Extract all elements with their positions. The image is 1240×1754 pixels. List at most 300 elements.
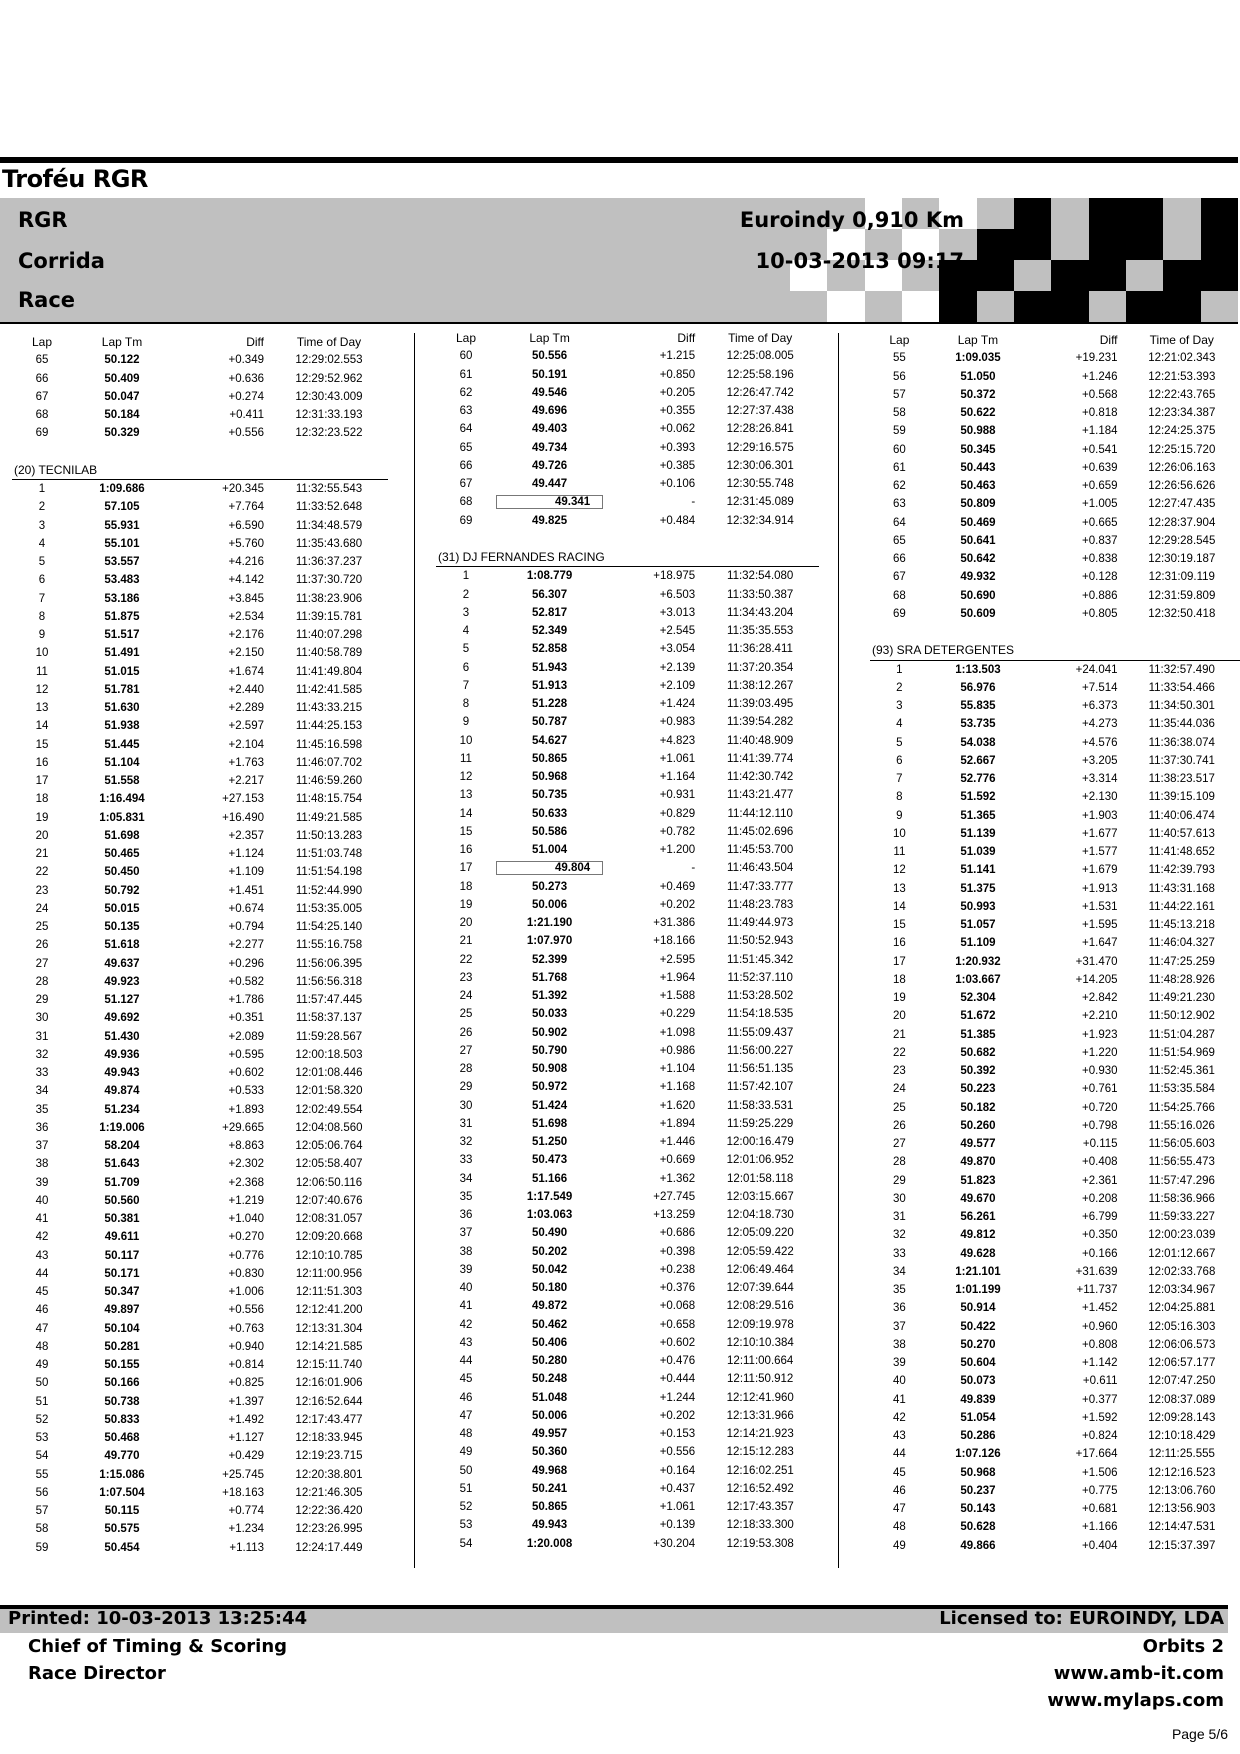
lap-diff: +0.296: [228, 957, 264, 970]
time-of-day: 12:07:39.644: [726, 1282, 794, 1294]
lap-row: [870, 1372, 1240, 1390]
lap-diff: +0.681: [1082, 1503, 1118, 1515]
time-of-day: 12:30:06.301: [726, 459, 794, 472]
time-of-day: 12:20:38.801: [295, 1468, 363, 1481]
lap-number: 16: [459, 844, 473, 856]
lap-number: 52: [459, 1501, 473, 1513]
lap-time: 50.006: [532, 898, 568, 911]
lap-row: [436, 1516, 819, 1534]
license-holder: Licensed to: EUROINDY, LDA: [939, 1608, 1224, 1629]
lap-time: 50.792: [104, 884, 140, 897]
time-of-day: 11:48:28.926: [1148, 973, 1215, 986]
lap-time: 50.790: [532, 1044, 568, 1057]
lap-row: [436, 1261, 819, 1279]
lap-time: 51.630: [104, 702, 140, 714]
lap-row: [12, 1082, 388, 1100]
lap-row: [870, 1354, 1240, 1372]
diff-header: Diff: [246, 335, 264, 349]
time-of-day: 12:04:18.730: [726, 1209, 794, 1221]
time-of-day: 11:51:45.342: [727, 953, 794, 966]
lap-time: 51.517: [104, 629, 140, 641]
lap-time: 1:16.494: [99, 793, 145, 806]
lap-time: 53.557: [104, 556, 140, 568]
time-of-day: 12:04:08.560: [295, 1121, 363, 1134]
lap-time: 50.248: [532, 1373, 568, 1386]
lap-diff: +1.595: [1082, 919, 1118, 931]
lap-time: 50.033: [532, 1008, 568, 1021]
lap-time: 49.447: [532, 478, 568, 490]
lap-time: 55.835: [960, 700, 996, 712]
lap-number: 7: [896, 773, 903, 785]
lap-row: [436, 987, 819, 1005]
lap-row: [436, 1279, 819, 1297]
lap-row: [436, 1224, 819, 1242]
lap-time: 51.709: [104, 1176, 140, 1189]
lap-diff: +0.139: [659, 1519, 696, 1532]
lap-time: 50.042: [532, 1263, 568, 1276]
lap-time: 50.347: [104, 1286, 140, 1298]
lap-time: 1:21.190: [526, 917, 573, 929]
lap-number: 9: [896, 809, 903, 822]
lap-diff: +2.361: [1082, 1174, 1118, 1187]
lap-row: [870, 679, 1240, 697]
time-of-day: 12:01:08.446: [295, 1067, 363, 1079]
lap-number: 69: [35, 427, 49, 440]
lap-time: 50.237: [960, 1484, 996, 1497]
lap-diff: +2.842: [1082, 992, 1118, 1004]
lap-time: 52.399: [532, 953, 568, 966]
time-of-day: 12:12:41.200: [295, 1304, 363, 1317]
lap-number: 31: [892, 1211, 906, 1223]
time-of-day: 12:10:10.384: [726, 1336, 794, 1349]
lap-number: 30: [35, 1012, 49, 1025]
lap-diff: +1.577: [1082, 846, 1118, 858]
lap-row: [12, 1374, 388, 1392]
lap-number: 15: [459, 825, 473, 838]
lap-diff: +0.595: [228, 1048, 264, 1061]
lap-number: 66: [35, 372, 49, 385]
lap-number: 28: [35, 975, 49, 988]
time-of-day: 11:51:54.969: [1148, 1046, 1215, 1059]
lap-row: [870, 1464, 1240, 1482]
lap-time: 51.698: [104, 829, 140, 842]
time-of-day: 11:41:48.652: [1148, 846, 1215, 858]
lap-row: [436, 896, 819, 914]
track-name: Euroindy 0,910 Km: [739, 208, 964, 232]
lap-diff: +2.130: [1082, 791, 1118, 804]
lap-number: 68: [459, 496, 473, 509]
lap-diff: +1.362: [659, 1172, 696, 1185]
lap-row: [436, 420, 819, 438]
lap-diff: +8.863: [228, 1140, 264, 1152]
time-of-day: 11:58:37.137: [295, 1012, 363, 1025]
lap-number: 46: [459, 1391, 473, 1404]
lap-row: [12, 1539, 388, 1557]
lap-row: [436, 1133, 819, 1151]
lap-row: [870, 861, 1240, 879]
time-of-day: 11:38:23.906: [295, 592, 363, 605]
lap-time: 49.670: [960, 1192, 996, 1205]
time-of-day: 11:55:09.437: [727, 1026, 794, 1039]
lap-number: 24: [459, 990, 473, 1002]
lap-row: [436, 695, 819, 713]
lap-time: 51.054: [960, 1411, 996, 1424]
lap-number: 15: [35, 738, 49, 751]
lap-diff: +0.164: [659, 1464, 696, 1477]
lap-time: 50.462: [532, 1318, 568, 1331]
lap-number: 8: [462, 698, 470, 710]
lap-number: 21: [892, 1028, 906, 1041]
lap-row: [870, 514, 1240, 532]
lap-diff: +0.568: [1082, 388, 1118, 401]
lap-diff: +0.229: [659, 1008, 696, 1021]
lap-time: 54.627: [532, 734, 568, 747]
lap-number: 66: [459, 459, 473, 472]
lap-row: [436, 1078, 819, 1096]
lap-diff: +0.128: [1082, 571, 1118, 584]
lap-time: 1:03.063: [526, 1209, 573, 1221]
time-of-day: 12:12:16.523: [1148, 1466, 1216, 1479]
lap-number: 33: [459, 1154, 473, 1167]
time-of-day: 12:27:47.435: [1148, 498, 1216, 511]
lap-row: [870, 989, 1240, 1007]
lap-time: 51.250: [532, 1136, 568, 1148]
lap-number: 10: [892, 827, 906, 840]
time-of-day: 11:57:42.107: [727, 1081, 794, 1094]
lap-row: [12, 736, 388, 754]
lap-number: 24: [35, 902, 49, 915]
lap-diff: +0.153: [659, 1428, 696, 1440]
time-of-day: 11:50:12.902: [1148, 1010, 1215, 1023]
lap-diff: +0.774: [228, 1505, 264, 1517]
lap-time: 50.345: [960, 443, 996, 456]
lap-diff: +0.775: [1082, 1484, 1118, 1497]
lap-row: [870, 1190, 1240, 1208]
lap-diff: +1.923: [1082, 1028, 1118, 1041]
lap-time: 50.202: [532, 1245, 568, 1258]
lap-time: 51.913: [532, 679, 568, 692]
lap-diff: +1.098: [659, 1026, 696, 1039]
lap-row: [870, 368, 1240, 386]
time-of-day: 12:08:31.057: [295, 1213, 363, 1225]
lap-time: 50.392: [960, 1065, 996, 1077]
lap-diff: +0.665: [1082, 516, 1118, 529]
lap-row: [12, 955, 388, 973]
lap-diff: +0.986: [659, 1044, 696, 1057]
lap-row: [12, 1320, 388, 1338]
time-of-day: 12:14:21.923: [726, 1428, 794, 1440]
lap-time: 50.556: [532, 350, 568, 363]
time-of-day: 12:07:47.250: [1148, 1375, 1216, 1388]
time-of-day: 11:42:30.742: [727, 771, 794, 783]
lap-row: [12, 918, 388, 936]
lap-number: 51: [459, 1482, 473, 1495]
lap-time: 50.690: [960, 589, 996, 602]
lap-number: 30: [892, 1192, 906, 1205]
lap-row: [436, 659, 819, 677]
lap-row: [436, 457, 819, 475]
time-of-day: 12:00:23.039: [1148, 1229, 1216, 1242]
lap-number: 57: [35, 1505, 49, 1517]
lap-time: 51.672: [960, 1010, 996, 1023]
time-of-day: 11:39:54.282: [727, 716, 794, 729]
lap-number: 65: [459, 441, 473, 454]
lap-number: 53: [35, 1432, 49, 1444]
lap-row: [870, 1537, 1240, 1555]
lap-row: [870, 770, 1240, 788]
lap-diff: +0.782: [659, 825, 696, 838]
lap-diff: +1.677: [1082, 827, 1118, 840]
lap-row: [870, 752, 1240, 770]
lap-time: 50.122: [104, 354, 140, 367]
time-of-day: 11:58:36.966: [1148, 1192, 1215, 1205]
time-of-day: 12:05:09.220: [726, 1227, 794, 1240]
lap-row: [12, 553, 388, 571]
lap-time: 51.048: [532, 1391, 568, 1404]
lap-diff: +0.541: [1082, 443, 1118, 456]
lap-number: 14: [35, 720, 49, 733]
lap-row: [870, 459, 1240, 477]
lap-time: 51.104: [104, 756, 140, 769]
time-of-day: 11:40:07.298: [295, 629, 363, 641]
lap-number: 7: [462, 679, 470, 692]
lap-number: 34: [459, 1172, 473, 1185]
lap-row: [436, 1352, 819, 1370]
lap-number: 42: [35, 1231, 49, 1244]
lap-diff: +1.127: [228, 1432, 264, 1444]
lap-time: 51.166: [532, 1172, 568, 1185]
time-of-day: 12:27:37.438: [726, 405, 794, 417]
time-of-day: 12:05:16.303: [1148, 1320, 1216, 1333]
lap-diff: +1.219: [228, 1194, 264, 1207]
lap-number: 67: [892, 571, 906, 584]
lap-time: 49.812: [960, 1229, 996, 1242]
lap-diff: +0.983: [659, 716, 696, 729]
lap-row: [870, 825, 1240, 843]
lap-diff: +1.215: [659, 350, 696, 363]
lap-row: [12, 1301, 388, 1319]
lap-time: 49.839: [960, 1393, 996, 1406]
lap-row: [436, 1407, 819, 1425]
lap-time: 51.039: [960, 846, 996, 858]
lap-number: 32: [459, 1136, 473, 1148]
lap-diff: +1.246: [1082, 370, 1118, 383]
lap-diff: +19.231: [1075, 352, 1118, 365]
lap-row: [12, 1429, 388, 1447]
lap-number: 7: [38, 592, 46, 605]
time-of-day: 11:43:31.168: [1148, 882, 1215, 895]
lap-row: [12, 1411, 388, 1429]
lap-time: 51.234: [104, 1103, 140, 1116]
lap-row: [870, 1062, 1240, 1080]
time-of-day: 12:26:56.626: [1148, 480, 1216, 492]
time-of-day: 12:24:25.375: [1148, 425, 1216, 438]
lap-row: [870, 1318, 1240, 1336]
lap-row: [436, 951, 819, 969]
lap-number: 33: [35, 1067, 49, 1079]
time-of-day: 12:02:33.768: [1148, 1265, 1216, 1278]
lap-number: 5: [38, 556, 46, 568]
lap-diff: +2.302: [228, 1158, 264, 1171]
time-of-day: 11:46:59.260: [295, 775, 363, 787]
lap-diff: +4.216: [228, 556, 264, 568]
lap-number: 47: [35, 1322, 49, 1335]
lap-time: 49.726: [532, 459, 568, 472]
lap-diff: +0.824: [1082, 1430, 1118, 1442]
lap-number: 68: [892, 589, 906, 602]
lap-number: 58: [35, 1523, 49, 1536]
time-of-day: 11:49:21.585: [295, 811, 363, 824]
lap-diff: +1.104: [659, 1063, 696, 1075]
lap-diff: +0.636: [228, 372, 264, 385]
time-of-day: 11:51:03.748: [295, 848, 363, 860]
lap-number: 48: [35, 1340, 49, 1353]
time-of-day: 12:25:58.196: [726, 368, 794, 381]
lap-diff: +2.597: [228, 720, 264, 733]
lap-time: 50.166: [104, 1377, 140, 1390]
lap-time: 51.558: [104, 775, 140, 787]
session-datetime: 10-03-2013 09:17: [755, 249, 964, 273]
lap-number: 37: [459, 1227, 473, 1240]
time-of-day: 11:56:06.395: [295, 957, 363, 970]
time-of-day: 11:35:44.036: [1148, 718, 1215, 731]
lap-time: 1:03.667: [955, 973, 1001, 986]
lap-diff: +0.349: [228, 354, 264, 367]
lap-diff: +0.639: [1082, 461, 1118, 474]
lap-diff: +31.470: [1075, 955, 1118, 968]
lap-row: [12, 351, 388, 369]
lap-number: 57: [892, 388, 906, 401]
time-of-day: 12:16:52.492: [726, 1482, 794, 1495]
lap-number: 15: [892, 919, 906, 931]
lap-row: [436, 732, 819, 750]
time-of-day: 11:33:54.466: [1148, 681, 1215, 694]
lap-row: [436, 439, 819, 457]
time-of-day: 12:23:26.995: [295, 1523, 363, 1536]
lap-diff: +2.176: [228, 629, 264, 641]
lap-time: 49.943: [104, 1067, 140, 1079]
lap-row: [870, 788, 1240, 806]
lap-row: [436, 1297, 819, 1315]
time-of-day: 11:57:47.445: [295, 994, 363, 1006]
lap-time: 49.696: [532, 405, 568, 417]
lap-time: 51.768: [532, 971, 568, 984]
time-of-day: 11:41:49.804: [295, 665, 363, 678]
lap-number: 2: [896, 681, 903, 694]
lap-diff: +0.798: [1082, 1119, 1118, 1132]
lap-time: 50.468: [104, 1432, 140, 1444]
lap-time: 50.490: [532, 1227, 568, 1240]
time-of-day: 12:30:55.748: [726, 478, 794, 490]
lap-number: 40: [892, 1375, 906, 1388]
lap-number: 23: [459, 971, 473, 984]
lap-time: 49.866: [960, 1539, 996, 1552]
time-of-day: 12:29:02.553: [295, 354, 363, 367]
lap-time: 50.465: [104, 848, 140, 860]
lap-row: [436, 768, 819, 786]
time-of-day: 12:13:31.304: [295, 1322, 363, 1335]
lap-number: 12: [892, 864, 906, 877]
lap-row: [870, 1153, 1240, 1171]
lap-diff: +0.582: [228, 975, 264, 988]
lap-diff: +1.113: [229, 1541, 264, 1554]
time-of-day: 11:33:50.387: [727, 588, 794, 601]
lap-row: [12, 571, 388, 589]
lap-diff: +0.776: [228, 1249, 264, 1262]
time-of-day: 11:34:50.301: [1148, 700, 1215, 712]
lap-number: 45: [892, 1466, 906, 1479]
lap-number: 67: [459, 478, 473, 490]
lap-row: [12, 827, 388, 845]
lap-diff: +0.270: [228, 1231, 264, 1244]
website-mylaps: www.mylaps.com: [1047, 1690, 1224, 1711]
time-of-day: 12:15:12.283: [726, 1446, 794, 1459]
lap-number: 25: [459, 1008, 473, 1021]
lap-diff: +1.492: [228, 1413, 264, 1426]
lap-diff: +2.210: [1082, 1010, 1118, 1023]
lap-number: 3: [462, 606, 470, 619]
lap-diff: +14.205: [1075, 973, 1118, 986]
time-of-day: 12:17:43.477: [295, 1413, 363, 1426]
lap-number: 34: [892, 1265, 906, 1278]
lap-time: 50.115: [104, 1505, 140, 1517]
lap-number: 21: [35, 848, 49, 860]
laptm-header: Lap Tm: [957, 333, 999, 347]
lap-time: 50.280: [532, 1355, 568, 1367]
lap-number: 27: [459, 1044, 473, 1057]
lap-row: [12, 1247, 388, 1265]
lap-time: 49.770: [104, 1450, 140, 1463]
time-of-day: 11:44:12.110: [727, 807, 793, 820]
lap-time: 51.141: [960, 864, 996, 877]
time-of-day: 11:56:00.227: [727, 1044, 794, 1057]
lap-row: [870, 1336, 1240, 1354]
lap-time: 51.938: [104, 720, 140, 733]
lap-diff: +0.385: [659, 459, 696, 472]
lap-number: 64: [892, 516, 906, 529]
lap-number: 4: [896, 718, 903, 731]
time-of-day: 11:32:55.543: [295, 483, 363, 495]
lap-row: [12, 973, 388, 991]
lap-time: 50.117: [104, 1249, 140, 1262]
lap-time: 51.375: [960, 882, 996, 895]
lap-time: 50.273: [532, 880, 568, 893]
lap-diff: +16.490: [222, 811, 264, 824]
time-of-day: 12:32:34.914: [726, 514, 794, 527]
lap-row: [12, 790, 388, 808]
time-of-day: 11:37:30.741: [1148, 754, 1215, 767]
lap-row: [870, 1427, 1240, 1445]
lap-number: 38: [459, 1245, 473, 1258]
lap-diff: +0.794: [228, 921, 264, 933]
lap-row: [12, 498, 388, 516]
lap-number: 20: [892, 1010, 906, 1023]
lap-time: 51.392: [532, 990, 568, 1002]
lap-diff: +0.115: [1082, 1138, 1118, 1150]
lap-row: [436, 604, 819, 622]
lap-diff: +0.377: [1082, 1393, 1118, 1406]
time-of-day: 12:10:10.785: [295, 1249, 363, 1262]
lap-number: 46: [35, 1304, 49, 1317]
lap-row: [870, 807, 1240, 825]
time-of-day: 12:31:59.809: [1148, 589, 1216, 602]
lap-time: 49.403: [532, 423, 568, 436]
lap-diff: +0.208: [1082, 1192, 1118, 1205]
lap-time: 50.463: [960, 480, 996, 492]
lap-number: 36: [35, 1121, 49, 1134]
lap-row: [436, 567, 819, 586]
lap-time: 49.611: [104, 1231, 140, 1244]
